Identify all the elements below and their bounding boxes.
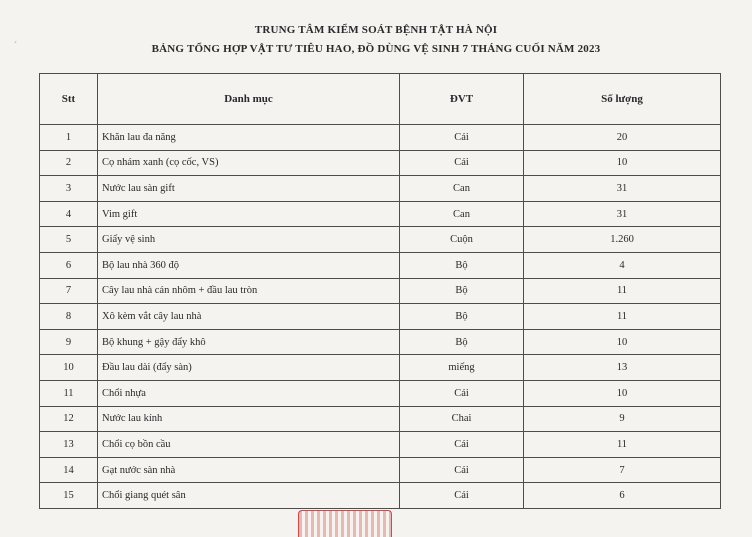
row-quantity: 10 xyxy=(524,329,721,355)
row-stt: 3 xyxy=(40,176,98,202)
column-header-dvt: ĐVT xyxy=(400,74,524,125)
row-stt: 10 xyxy=(40,355,98,381)
row-quantity: 10 xyxy=(524,150,721,176)
row-unit: Bộ xyxy=(400,304,524,330)
row-item-name: Gạt nước sàn nhà xyxy=(98,457,400,483)
row-quantity: 6 xyxy=(524,483,721,509)
row-quantity: 7 xyxy=(524,457,721,483)
table-row xyxy=(40,201,721,227)
table-row xyxy=(40,483,721,509)
row-item-name: Vim gift xyxy=(98,201,400,227)
row-item-name: Bộ lau nhà 360 độ xyxy=(98,252,400,278)
row-stt: 4 xyxy=(40,201,98,227)
table-row xyxy=(40,278,721,304)
table-row xyxy=(40,304,721,330)
row-item-name: Giấy vệ sinh xyxy=(98,227,400,253)
row-stt: 8 xyxy=(40,304,98,330)
table-row xyxy=(40,125,721,151)
row-quantity: 9 xyxy=(524,406,721,432)
row-stt: 9 xyxy=(40,329,98,355)
row-unit: Bộ xyxy=(400,252,524,278)
row-stt: 5 xyxy=(40,227,98,253)
row-unit: Cái xyxy=(400,380,524,406)
row-quantity: 11 xyxy=(524,304,721,330)
row-unit: Cuộn xyxy=(400,227,524,253)
organization-name: TRUNG TÂM KIỂM SOÁT BỆNH TẬT HÀ NỘI xyxy=(254,24,498,36)
row-quantity: 11 xyxy=(524,278,721,304)
row-unit: Chai xyxy=(400,406,524,432)
row-unit: Cái xyxy=(400,457,524,483)
column-header-so-luong: Số lượng xyxy=(524,74,721,125)
row-unit: Cái xyxy=(400,125,524,151)
row-stt: 7 xyxy=(40,278,98,304)
row-item-name: Bộ khung + gậy đẩy khô xyxy=(98,329,400,355)
red-stamp xyxy=(298,510,392,537)
row-unit: Cái xyxy=(400,150,524,176)
table-row xyxy=(40,380,721,406)
row-quantity: 13 xyxy=(524,355,721,381)
table-row xyxy=(40,176,721,202)
row-stt: 2 xyxy=(40,150,98,176)
supplies-table xyxy=(39,73,721,509)
row-quantity: 11 xyxy=(524,432,721,458)
row-unit: miếng xyxy=(400,355,524,381)
row-unit: Cái xyxy=(400,432,524,458)
row-item-name: Cọ nhám xanh (cọ cốc, VS) xyxy=(98,150,400,176)
row-item-name: Xô kèm vắt cây lau nhà xyxy=(98,304,400,330)
row-item-name: Nước lau sàn gift xyxy=(98,176,400,202)
row-unit: Cái xyxy=(400,483,524,509)
row-item-name: Cây lau nhà cán nhôm + đầu lau tròn xyxy=(98,278,400,304)
row-unit: Can xyxy=(400,176,524,202)
row-quantity: 20 xyxy=(524,125,721,151)
scan-mark: ´ xyxy=(14,40,17,50)
table-row xyxy=(40,457,721,483)
table-row xyxy=(40,252,721,278)
row-item-name: Chổi cọ bồn cầu xyxy=(98,432,400,458)
row-item-name: Chổi giang quét sân xyxy=(98,483,400,509)
row-quantity: 10 xyxy=(524,380,721,406)
row-quantity: 31 xyxy=(524,176,721,202)
row-item-name: Đầu lau dài (đẩy sàn) xyxy=(98,355,400,381)
row-stt: 6 xyxy=(40,252,98,278)
table-row xyxy=(40,355,721,381)
column-header-danh-muc: Danh mục xyxy=(98,74,400,125)
table-row xyxy=(40,406,721,432)
row-unit: Bộ xyxy=(400,278,524,304)
row-item-name: Khăn lau đa năng xyxy=(98,125,400,151)
row-stt: 11 xyxy=(40,380,98,406)
row-item-name: Nước lau kính xyxy=(98,406,400,432)
row-quantity: 4 xyxy=(524,252,721,278)
row-stt: 13 xyxy=(40,432,98,458)
table-row xyxy=(40,150,721,176)
row-quantity: 31 xyxy=(524,201,721,227)
table-row xyxy=(40,329,721,355)
row-quantity: 1.260 xyxy=(524,227,721,253)
document-title: BẢNG TỔNG HỢP VẬT TƯ TIÊU HAO, ĐỒ DÙNG VỆ SINH 7 THÁNG CUỐI NĂM 2023 xyxy=(151,43,601,55)
row-stt: 12 xyxy=(40,406,98,432)
row-stt: 14 xyxy=(40,457,98,483)
row-unit: Bộ xyxy=(400,329,524,355)
table-row xyxy=(40,432,721,458)
table-header-row xyxy=(40,74,721,125)
row-stt: 15 xyxy=(40,483,98,509)
column-header-stt: Stt xyxy=(40,74,98,125)
row-unit: Can xyxy=(400,201,524,227)
row-item-name: Chổi nhựa xyxy=(98,380,400,406)
row-stt: 1 xyxy=(40,125,98,151)
table-row xyxy=(40,227,721,253)
